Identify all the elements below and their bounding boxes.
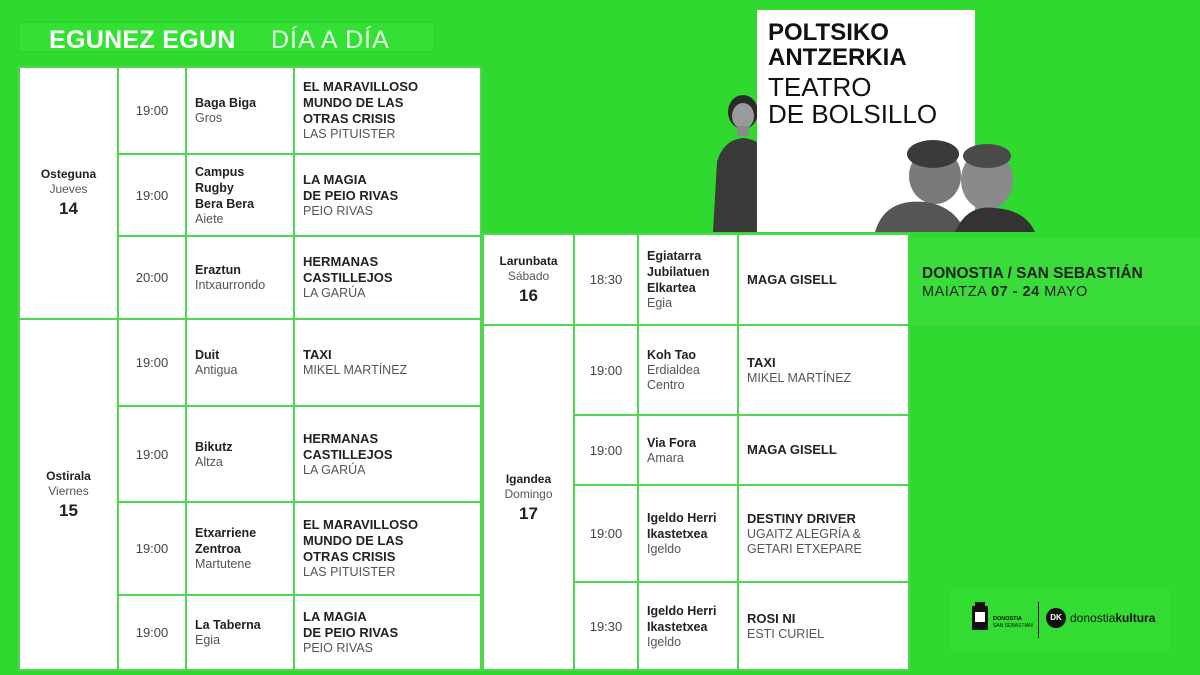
venue-cell — [638, 485, 738, 582]
show-title: MUNDO DE LAS — [303, 95, 404, 110]
venue-name: Campus — [195, 164, 245, 179]
day-name-spanish: Jueves — [49, 182, 88, 196]
event-time: 19:00 — [574, 485, 638, 582]
venue-name: Bera Bera — [195, 196, 255, 211]
day-cell — [19, 67, 118, 319]
venue-name: Zentroa — [195, 542, 241, 556]
show-title: MAGA GISELL — [747, 442, 837, 457]
show-cell — [294, 406, 481, 502]
venue-cell — [186, 595, 294, 670]
show-company: ESTI CURIEL — [747, 626, 825, 641]
venue-name: Igeldo Herri — [647, 511, 717, 525]
day-number: 14 — [59, 199, 78, 218]
day-name-basque: Igandea — [505, 471, 552, 486]
venue-cell — [186, 236, 294, 319]
venue-district: Amara — [647, 450, 684, 465]
venue-name: Etxarriene — [195, 526, 257, 540]
show-cell — [738, 415, 909, 485]
show-title: EL MARAVILLOSO — [303, 517, 419, 532]
event-time: 19:00 — [118, 319, 186, 406]
city-shield-icon — [971, 602, 989, 634]
venue-name: Ikastetxea — [647, 619, 708, 634]
show-title: HERMANAS — [303, 254, 379, 269]
venue-district: Igeldo — [647, 634, 682, 649]
schedule-table-left — [18, 66, 482, 671]
venue-name: La Taberna — [195, 618, 261, 632]
venue-district: Centro — [647, 378, 685, 392]
show-cell — [294, 154, 481, 236]
city-panel — [908, 238, 1200, 326]
venue-name: Eraztun — [195, 263, 241, 277]
show-title: CASTILLEJOS — [303, 446, 393, 462]
venue-name: Koh Tao — [647, 348, 697, 362]
venue-cell — [638, 582, 738, 670]
event-time: 19:00 — [118, 154, 186, 236]
venue-district: Antigua — [195, 363, 238, 377]
event-time: 19:00 — [574, 415, 638, 485]
venue-cell — [638, 234, 738, 325]
show-company: MIKEL MARTÍNEZ — [303, 363, 408, 377]
venue-cell — [638, 415, 738, 485]
festival-dates: MAIATZA 07 - 24 MAYO — [922, 284, 1088, 300]
venue-cell — [186, 502, 294, 595]
event-time: 19:30 — [574, 582, 638, 670]
show-company: MIKEL MARTÍNEZ — [747, 370, 852, 385]
venue-district: Egia — [195, 633, 221, 647]
show-title: TAXI — [303, 347, 332, 362]
show-title: OTRAS CRISIS — [303, 549, 396, 564]
show-title: DE PEIO RIVAS — [303, 625, 399, 640]
show-title: LA MAGIA — [303, 609, 367, 624]
poster-subtitle: TEATRO DE BOLSILLO — [768, 72, 938, 129]
show-company: LA GARÚA — [303, 462, 366, 477]
venue-district: Egia — [647, 296, 673, 310]
show-title: MAGA GISELL — [747, 271, 837, 287]
show-cell — [738, 325, 909, 415]
venue-cell — [186, 406, 294, 502]
show-title: CASTILLEJOS — [303, 270, 393, 285]
day-cell — [483, 234, 574, 325]
day-cell — [19, 319, 118, 670]
event-time: 19:00 — [118, 406, 186, 502]
venue-name: Jubilatuen — [647, 265, 710, 279]
show-company: LAS PITUISTER — [303, 565, 396, 579]
schedule-body-left — [19, 67, 481, 670]
venue-name: Via Fora — [647, 435, 697, 450]
venue-district: Gros — [195, 111, 223, 125]
show-cell — [294, 502, 481, 595]
teatro-poster — [695, 0, 1035, 232]
day-number: 15 — [59, 500, 78, 520]
venue-district: Altza — [195, 454, 223, 469]
show-title: DESTINY DRIVER — [747, 510, 856, 526]
venue-name: Egiatarra — [647, 249, 702, 263]
event-time: 19:00 — [118, 595, 186, 670]
day-name-basque: Ostirala — [46, 468, 91, 483]
venue-cell — [186, 319, 294, 406]
schedule-row — [483, 234, 909, 325]
venue-district: Erdialdea — [647, 363, 700, 377]
schedule-row — [19, 319, 481, 406]
venue-name: Elkartea — [647, 281, 696, 295]
schedule-body-right — [483, 234, 909, 670]
poster-title: POLTSIKO ANTZERKIA — [768, 19, 907, 71]
day-name-spanish: Domingo — [504, 486, 553, 501]
city-name: DONOSTIA / SAN SEBASTIÁN — [922, 265, 1143, 282]
show-title: ROSI NI — [747, 610, 796, 626]
show-title: DE PEIO RIVAS — [303, 187, 399, 203]
venue-cell — [186, 67, 294, 154]
event-time: 19:00 — [574, 325, 638, 415]
venue-name: Rugby — [195, 180, 234, 195]
venue-cell — [186, 154, 294, 236]
venue-district: Intxaurrondo — [195, 278, 266, 292]
show-title: LA MAGIA — [303, 171, 367, 187]
show-title: EL MARAVILLOSO — [303, 79, 419, 94]
show-cell — [294, 67, 481, 154]
schedule-row — [483, 325, 909, 415]
day-number: 17 — [519, 503, 538, 523]
show-title: HERMANAS — [303, 430, 379, 446]
show-cell — [738, 234, 909, 325]
day-name-spanish: Sábado — [507, 268, 550, 283]
show-company: GETARI ETXEPARE — [747, 541, 862, 556]
venue-name: Bikutz — [195, 439, 233, 454]
venue-name: Igeldo Herri — [647, 603, 717, 618]
day-name-basque: Larunbata — [499, 253, 558, 268]
title-spanish: DÍA A DÍA — [271, 26, 390, 54]
schedule-table-right — [482, 233, 910, 671]
venue-cell — [638, 325, 738, 415]
event-time: 18:30 — [574, 234, 638, 325]
show-title: OTRAS CRISIS — [303, 111, 396, 126]
show-company: UGAITZ ALEGRÍA & — [747, 526, 861, 541]
show-cell — [294, 319, 481, 406]
show-company: LAS PITUISTER — [303, 127, 396, 141]
show-company: PEIO RIVAS — [303, 641, 373, 655]
event-time: 19:00 — [118, 502, 186, 595]
actors-photo — [875, 136, 1035, 232]
day-cell — [483, 325, 574, 670]
venue-name: Ikastetxea — [647, 527, 708, 541]
show-title: MUNDO DE LAS — [303, 533, 404, 548]
schedule-title-bar — [18, 22, 435, 52]
dk-mark-icon: DK — [1046, 608, 1066, 628]
event-time: 19:00 — [118, 67, 186, 154]
show-cell — [294, 236, 481, 319]
show-cell — [738, 582, 909, 670]
show-company: PEIO RIVAS — [303, 203, 373, 218]
day-number: 16 — [519, 285, 538, 305]
title-basque: EGUNEZ EGUN — [49, 26, 236, 54]
venue-name: Baga Biga — [195, 96, 257, 110]
venue-district: Martutene — [195, 557, 252, 571]
event-time: 20:00 — [118, 236, 186, 319]
logo-divider — [1038, 602, 1039, 638]
venue-name: Duit — [195, 348, 220, 362]
show-cell — [294, 595, 481, 670]
day-name-spanish: Viernes — [48, 483, 89, 498]
schedule-row — [19, 67, 481, 154]
sponsor-logos: DONOSTIA SAN SEBASTIÁN DK donostiakultura — [950, 590, 1170, 650]
show-title: TAXI — [747, 354, 776, 370]
show-cell — [738, 485, 909, 582]
venue-district: Aiete — [195, 211, 224, 226]
venue-district: Igeldo — [647, 542, 682, 556]
day-name-basque: Osteguna — [40, 167, 97, 181]
show-company: LA GARÚA — [303, 286, 366, 300]
